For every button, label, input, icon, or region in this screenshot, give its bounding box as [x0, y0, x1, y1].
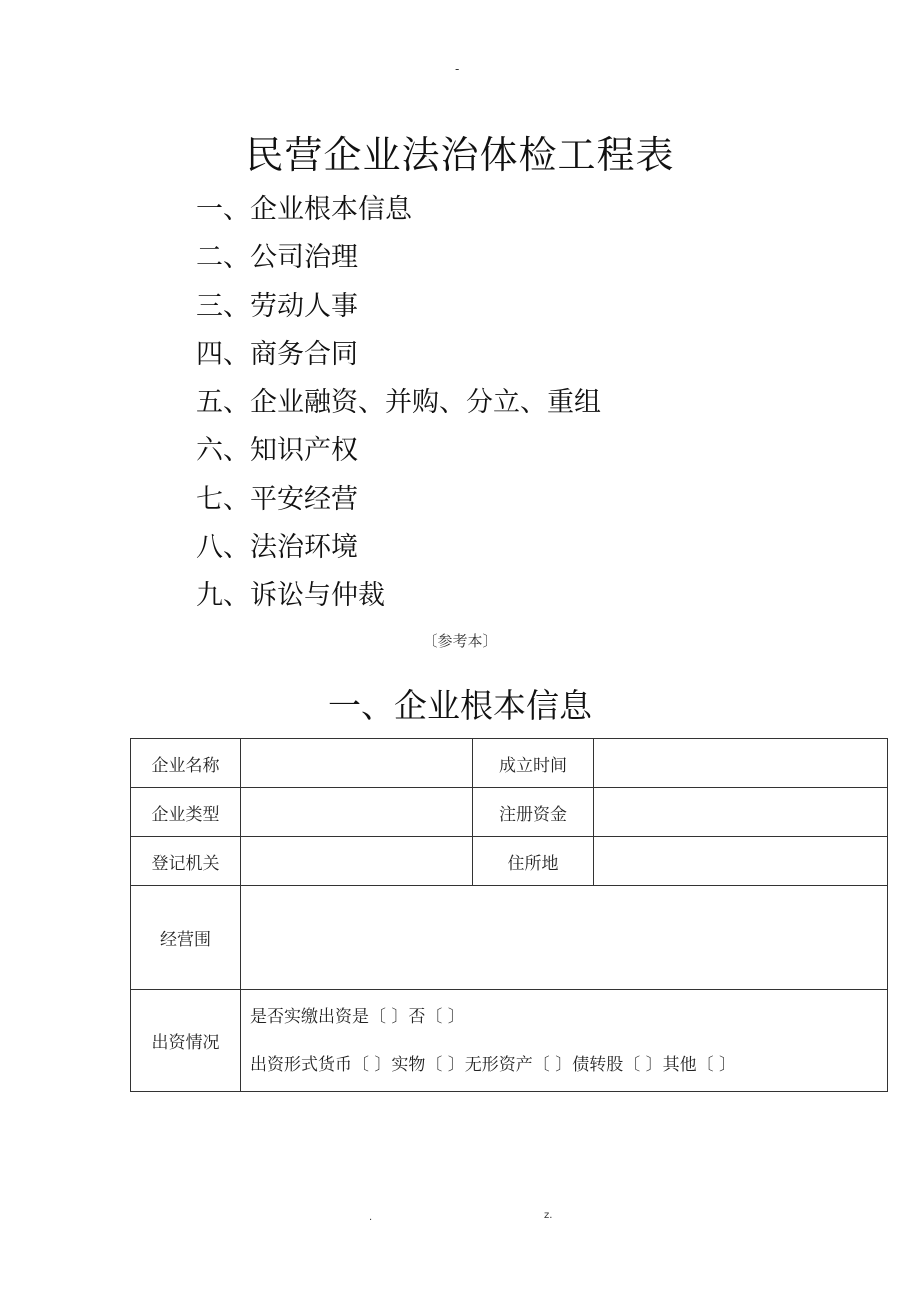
table-row: [131, 739, 888, 788]
address-field[interactable]: [594, 837, 888, 886]
table-row: [131, 886, 888, 990]
toc-item: 三、劳动人事: [196, 290, 358, 322]
footer-left-mark: .: [369, 1212, 373, 1223]
table-row: [131, 788, 888, 837]
toc-item: 七、平安经营: [196, 483, 358, 515]
company-type-label: 企业类型: [131, 788, 241, 837]
reference-note: 〔参考本〕: [422, 632, 498, 650]
toc-item: 四、商务合同: [196, 338, 358, 370]
registered-capital-field[interactable]: [594, 788, 888, 837]
toc-item: 九、诉讼与仲裁: [196, 580, 385, 612]
paid-in-capital-question[interactable]: 是否实缴出资是〔 〕否〔 〕: [250, 1006, 465, 1027]
established-date-field[interactable]: [594, 739, 888, 788]
header-mark: -: [455, 62, 460, 76]
registration-authority-field[interactable]: [241, 837, 473, 886]
investment-form-options[interactable]: 出资形式货币〔 〕实物〔 〕无形资产〔 〕债转股〔 〕其他〔 〕: [250, 1054, 737, 1075]
business-scope-field[interactable]: [241, 886, 888, 990]
toc-item: 一、企业根本信息: [196, 194, 412, 225]
business-scope-label: 经营围: [131, 886, 241, 990]
document-title: 民营企业法治体检工程表: [245, 133, 675, 177]
section-title: 一、企业根本信息: [328, 686, 592, 725]
company-name-field[interactable]: [241, 739, 473, 788]
toc-item: 二、公司治理: [196, 242, 358, 274]
established-date-label: 成立时间: [473, 739, 594, 788]
investment-cell: [241, 990, 888, 1092]
company-type-field[interactable]: [241, 788, 473, 837]
toc-item: 八、法治环境: [196, 532, 358, 564]
toc-item: 六、知识产权: [196, 435, 358, 467]
address-label: 住所地: [473, 837, 594, 886]
toc-item: 五、企业融资、并购、分立、重组: [196, 387, 601, 419]
table-row: [131, 837, 888, 886]
basic-info-table: [130, 738, 888, 1092]
registration-authority-label: 登记机关: [131, 837, 241, 886]
table-row: [131, 990, 888, 1092]
table-of-contents: [196, 186, 601, 621]
company-name-label: 企业名称: [131, 739, 241, 788]
registered-capital-label: 注册资金: [473, 788, 594, 837]
footer-right-mark: z.: [544, 1210, 553, 1221]
investment-label: 出资情况: [131, 990, 241, 1092]
